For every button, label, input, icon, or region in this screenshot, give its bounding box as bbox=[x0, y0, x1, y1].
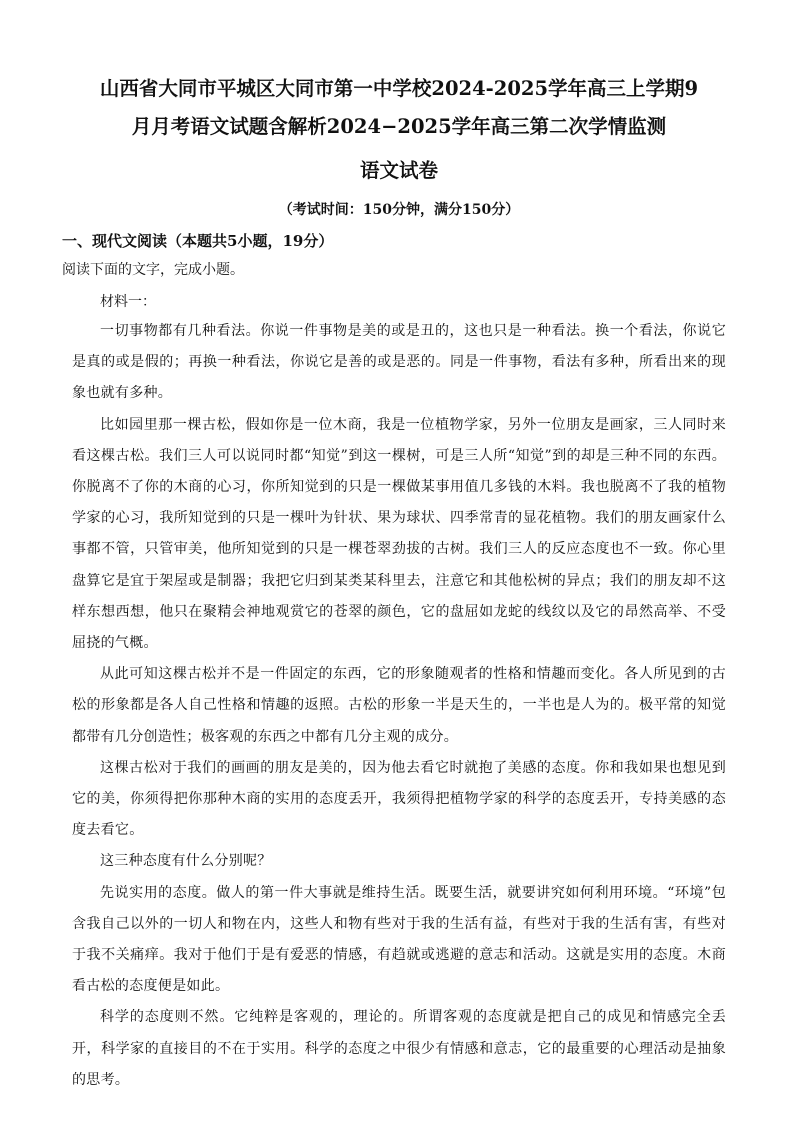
passage-paragraph: 先说实用的态度。做人的第一件大事就是维持生活。既要生活，就要讲究如何利用环境。“环境”包含我自己以外的一切人和物在内，这些人和物有些对于我的生活有益，有些对于我的生活有害，有些对于我不关痛痒。我对于他们于是有爱恶的情感，有趋就或逃避的意志和活动。这就是实用的态度。木商看古松的态度便是如此。 bbox=[72, 884, 726, 995]
passage-paragraph: 科学的态度则不然。它纯粹是客观的，理论的。所谓客观的态度就是把自己的成见和情感完全丢开，科学家的直接目的不在于实用。科学的态度之中很少有情感和意志，它的最重要的心理活动是抽象的思考。 bbox=[72, 1009, 726, 1088]
passage-paragraph: 这三种态度有什么分别呢？ bbox=[100, 853, 272, 870]
exam-info: （考试时间：150分钟，满分150分） bbox=[278, 202, 520, 218]
document-title-line-2: 月月考语文试题含解析2024−2025学年高三第二次学情监测 bbox=[131, 115, 667, 138]
passage-paragraph: 这棵古松对于我们的画画的朋友是美的，因为他去看它时就抱了美感的态度。你和我如果也想见到它的美，你须得把你那种木商的实用的态度丢开，我须得把植物学家的科学的态度丢开，专持美感的态度去看它。 bbox=[72, 759, 726, 839]
passage-paragraph: 比如园里那一棵古松，假如你是一位木商，我是一位植物学家，另外一位朋友是画家，三人同时来看这棵古松。我们三人可以说同时都“知觉”到这一棵树，可是三人所“知觉”到的却是三种不同的东西。你脱离不了你的木商的心习，你所知觉到的只是一棵做某事用值几多钱的木料。我也脱离不了我的植物学家的心习，我所知觉到的只是一棵叶为针状、果为球状、四季常青的显花植物。我们的朋友画家什么事都不管，只管审美，他所知觉到的只是一棵苍翠劲拔的古树。我们三人的反应态度也不一致。你心里盘算它是宜于架屋或是制器；我把它归到某类某科里去，注意它和其他松树的异点；我们的朋友却不这样东想西想，他只在聚精会神地观赏它的苍翠的颜色，它的盘屈如龙蛇的线纹以及它的昂然高举、不受屈挠的气概。 bbox=[72, 416, 726, 652]
passage-paragraph: 一切事物都有几种看法。你说一件事物是美的或是丑的，这也只是一种看法。换一个看法，你说它是真的或是假的；再换一种看法，你说它是善的或是恶的。同是一件事物，看法有多种，所看出来的现象也就有多种。 bbox=[72, 323, 726, 402]
document-subtitle: 语文试卷 bbox=[359, 159, 438, 182]
document-title-line-1: 山西省大同市平城区大同市第一中学校2024-2025学年高三上学期9 bbox=[99, 77, 699, 100]
passage-paragraph: 从此可知这棵古松并不是一件固定的东西，它的形象随观者的性格和情趣而变化。各人所见到的古松的形象都是各人自己性格和情趣的返照。古松的形象一半是天生的，一半也是人为的。极平常的知觉都带有几分创造性；极客观的东西之中都有几分主观的成分。 bbox=[72, 666, 726, 745]
passage-body bbox=[72, 316, 726, 1096]
section-heading: 一、现代文阅读（本题共5小题，19分） bbox=[62, 232, 334, 250]
instruction-text: 阅读下面的文字，完成小题。 bbox=[62, 262, 244, 278]
material-label: 材料一： bbox=[100, 294, 156, 310]
